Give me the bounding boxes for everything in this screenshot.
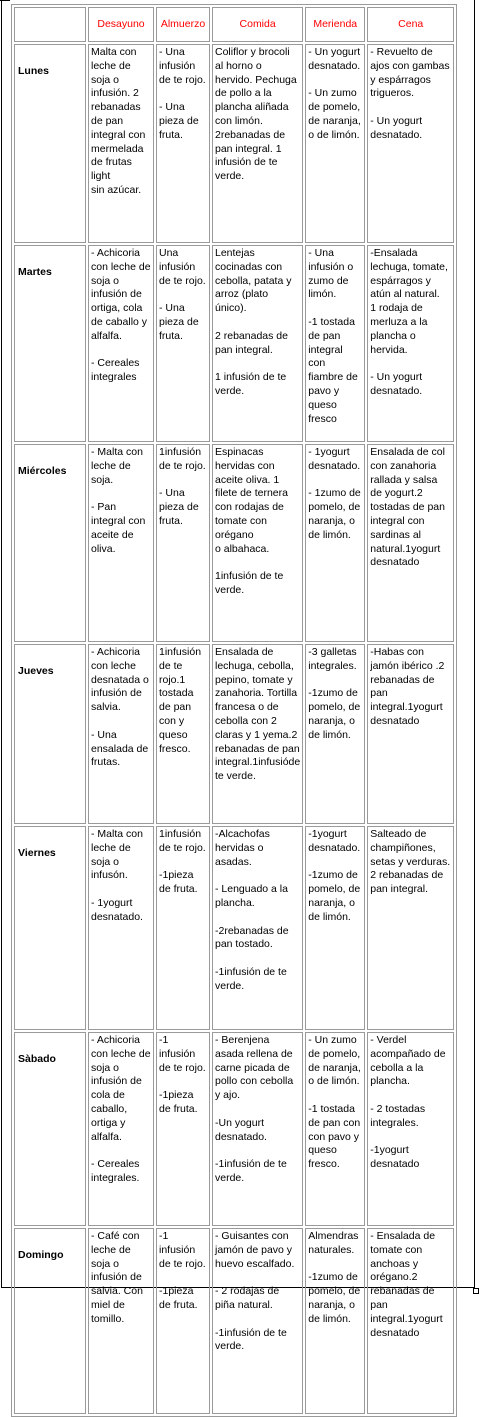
merienda-cell: -1yogurt desnatado. -1zumo de pomelo, de naranja, o de limón. (305, 826, 365, 1030)
resize-handle-icon[interactable] (473, 1288, 479, 1294)
desayuno-cell: - Malta con leche de soja o infusón. - 1yogurt desnatado. (88, 826, 154, 1030)
table-row-miercoles (14, 444, 454, 642)
desayuno-cell: - Achicoria con leche de soja o infusión de ortiga, cola de caballo y alfalfa. - Cereales integrales (88, 245, 154, 442)
cena-cell: - Ensalada de tomate con anchoas y orégano.2 rebanadas de pan integral.1yogurt desnatado (367, 1228, 454, 1414)
weekly-diet-table (11, 4, 457, 1417)
comida-cell: Coliflor y brocoli al horno o hervido. Pechuga de pollo a la plancha aliñada con limón. 2rebanadas de pan integral. 1 infusión de te verde. (212, 44, 303, 243)
comida-cell: - Guisantes con jamón de pavo y huevo escalfado. - 2 rodajas de piña natural. -1infusión de te verde. (212, 1228, 303, 1414)
header-desayuno: Desayuno (88, 7, 154, 42)
comida-cell: Ensalada de lechuga, cebolla, pepino, tomate y zanahoria. Tortilla francesa o de cebolla con 2 claras y 1 yema.2 rebanadas de pan integral.1infusióde te verde. (212, 644, 303, 824)
table-row-lunes (14, 44, 454, 243)
day-cell: Domingo (14, 1228, 86, 1414)
comida-cell: -Alcachofas hervidas o asadas. - Lenguado a la plancha. -2rebanadas de pan tostado. -1infusión de te verde. (212, 826, 303, 1030)
day-cell: Lunes (14, 44, 86, 243)
header-comida: Comida (212, 7, 303, 42)
almuerzo-cell: 1infusión de te rojo. - Una pieza de fruta. (156, 444, 210, 642)
day-cell: Viernes (14, 826, 86, 1030)
cena-cell: -Ensalada lechuga, tomate, espárragos y atún al natural. 1 rodaja de merluza a la plancha o hervida. - Un yogurt desnatado. (367, 245, 454, 442)
header-corner-cell (14, 7, 86, 42)
day-cell: Martes (14, 245, 86, 442)
merienda-cell: Almendras naturales. -1zumo de pomelo, de naranja, o de limón. (305, 1228, 365, 1414)
day-cell: Jueves (14, 644, 86, 824)
table-row-jueves (14, 644, 454, 824)
desayuno-cell: - Achicoria con leche de soja o infusión de cola de caballo, ortiga y alfalfa. - Cereales integrales. (88, 1032, 154, 1226)
merienda-cell: -3 galletas integrales. -1zumo de pomelo, de naranja, o de limón. (305, 644, 365, 824)
day-cell: Miércoles (14, 444, 86, 642)
merienda-cell: - Una infusión o zumo de limón. -1 tostada de pan integral con fiambre de pavo y queso fresco (305, 245, 365, 442)
cena-cell: Salteado de champiñones, setas y verduras. 2 rebanadas de pan integral. (367, 826, 454, 1030)
cena-cell: - Revuelto de ajos con gambas y espárragos trigueros. - Un yogurt desnatado. (367, 44, 454, 243)
right-border-line (474, 0, 475, 1288)
almuerzo-cell: -1 infusión de te rojo. -1pieza de fruta. (156, 1032, 210, 1226)
comida-cell: - Berenjena asada rellena de carne picada de pollo con cebolla y ajo. -Un yogurt desnatado. -1infusión de te verde. (212, 1032, 303, 1226)
merienda-cell: - Un yogurt desnatado. - Un zumo de pomelo, de naranja, o de limón. (305, 44, 365, 243)
almuerzo-cell: -1 infusión de te rojo. -1pieza de fruta. (156, 1228, 210, 1414)
almuerzo-cell: 1infusión de te rojo.1 tostada de pan con y queso fresco. (156, 644, 210, 824)
cena-cell: - Verdel acompañado de cebolla a la plancha. - 2 tostadas integrales. -1yogurt desnatado (367, 1032, 454, 1226)
left-border-line (1, 0, 2, 1288)
header-merienda: Merienda (305, 7, 365, 42)
comida-cell: Lentejas cocinadas con cebolla, patata y arroz (plato único). 2 rebanadas de pan integral. 1 infusión de te verde. (212, 245, 303, 442)
table-row-martes (14, 245, 454, 442)
desayuno-cell: - Café con leche de soja o infusión de salvia. Con miel de tomillo. (88, 1228, 154, 1414)
header-almuerzo: Almuerzo (156, 7, 210, 42)
almuerzo-cell: - Una infusión de te rojo. - Una pieza de fruta. (156, 44, 210, 243)
comida-cell: Espinacas hervidas con aceite oliva. 1 filete de ternera con rodajas de tomate con orégano o albahaca. 1infusión de te verde. (212, 444, 303, 642)
desayuno-cell: - Achicoria con leche desnatada o infusión de salvia. - Una ensalada de frutas. (88, 644, 154, 824)
merienda-cell: - 1yogurt desnatado. - 1zumo de pomelo, de naranja, o de limón. (305, 444, 365, 642)
cena-cell: -Habas con jamón ibérico .2 rebanadas de pan integral.1yogurt desnatado (367, 644, 454, 824)
table-row-domingo (14, 1228, 454, 1414)
table-row-viernes (14, 826, 454, 1030)
day-cell: Sàbado (14, 1032, 86, 1226)
almuerzo-cell: 1infusión de te rojo. -1pieza de fruta. (156, 826, 210, 1030)
header-cena: Cena (367, 7, 454, 42)
desayuno-cell: Malta con leche de soja o infusión. 2 rebanadas de pan integral con mermelada de frutas light sin azúcar. (88, 44, 154, 243)
cena-cell: Ensalada de col con zanahoria rallada y salsa de yogurt.2 tostadas de pan integral con sardinas al natural.1yogurt desnatado (367, 444, 454, 642)
almuerzo-cell: Una infusión de te rojo. - Una pieza de fruta. (156, 245, 210, 442)
header-row (14, 7, 454, 42)
desayuno-cell: - Malta con leche de soja. - Pan integral con aceite de oliva. (88, 444, 154, 642)
merienda-cell: - Un zumo de pomelo, de naranja, o de limón. -1 tostada de pan con con pavo y queso fresco. (305, 1032, 365, 1226)
table-row-sabado (14, 1032, 454, 1226)
